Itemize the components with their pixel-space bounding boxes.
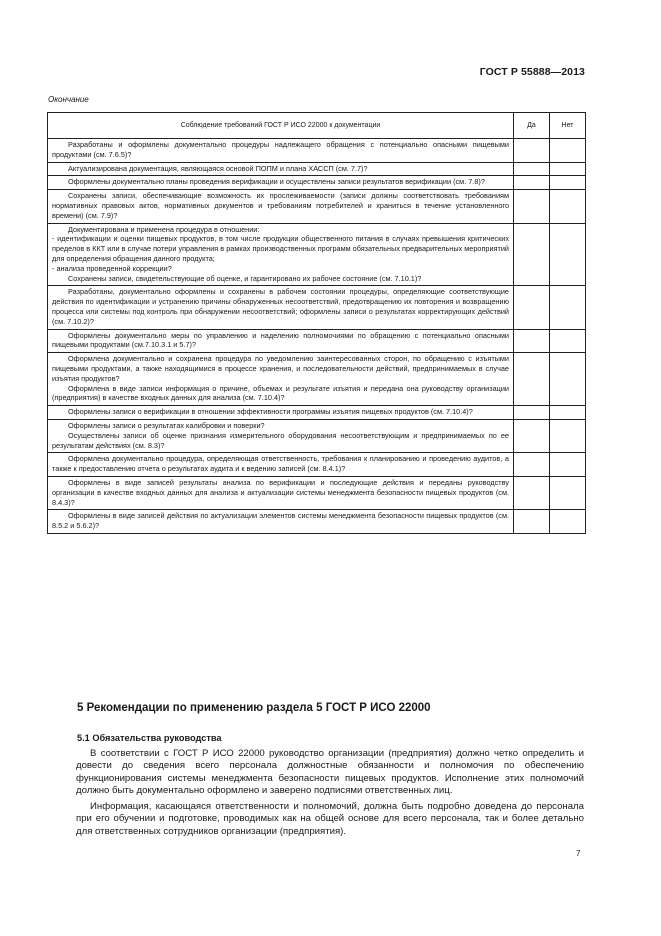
- requirement-cell: [48, 419, 514, 452]
- document-standard-header: ГОСТ Р 55888—2013: [479, 66, 585, 78]
- no-cell[interactable]: [550, 176, 586, 190]
- requirement-text: Оформлены документально меры по управлению и наделению полномочиями по обращению с потенциально опасными пищевыми продуктами (см.7.10.3.1 и 5.7)?: [52, 330, 509, 350]
- yes-cell[interactable]: [514, 176, 550, 190]
- paragraph-1: В соответствии с ГОСТ Р ИСО 22000 руководство организации (предприятия) должно четко определить и довести до сведения всего персонала должностные обязанности и полномочия по обеспечению функционирования системы менеджмента безопасности пищевых продуктов. Исполнение этих полномочий должно быть документально оформлено и заверено подписями ответственных лиц.: [76, 748, 584, 797]
- no-cell[interactable]: [550, 476, 586, 509]
- header-no: Нет: [550, 113, 586, 139]
- requirement-text: - анализа проведенной коррекции?: [52, 263, 172, 273]
- table-row: [48, 329, 586, 353]
- no-cell[interactable]: [550, 453, 586, 477]
- yes-cell[interactable]: [514, 419, 550, 452]
- requirement-cell: [48, 286, 514, 329]
- yes-cell[interactable]: [514, 510, 550, 534]
- table-row: [48, 176, 586, 190]
- no-cell[interactable]: [550, 223, 586, 286]
- requirement-cell: [48, 353, 514, 406]
- yes-cell[interactable]: [514, 139, 550, 163]
- requirement-text: Разработаны и оформлены документально процедуры надлежащего обращения с потенциально опасными пищевыми продуктами (см. 7.6.5)?: [52, 140, 509, 159]
- requirement-text: Разработаны, документально оформлены и сохранены в рабочем состоянии процедуры, определяющие соответствующие действия по идентификации и устранению причины обнаруженных несоответствий, предотвращению их повторения и возвращению процесса или системы под контроль при обнаружении несоответствий; оформлены записи о результатах корректирующих действий (см. 7.10.2)?: [52, 287, 509, 326]
- table-row: [48, 406, 586, 420]
- section-5-title: 5 Рекомендации по применению раздела 5 ГОСТ Р ИСО 22000: [77, 702, 431, 714]
- requirement-cell: [48, 510, 514, 534]
- subsection-5-1-title: 5.1 Обязательства руководства: [77, 733, 222, 743]
- requirement-cell: [48, 406, 514, 420]
- requirement-text: Актуализирована документация, являющаяся основой ПОПМ и плана ХАССП (см. 7.7)?: [68, 163, 368, 173]
- table-continuation-label: Окончание: [48, 95, 89, 104]
- no-cell[interactable]: [550, 286, 586, 329]
- requirement-cell: [48, 453, 514, 477]
- yes-cell[interactable]: [514, 329, 550, 353]
- requirement-cell: [48, 139, 514, 163]
- no-cell[interactable]: [550, 419, 586, 452]
- requirement-cell: [48, 223, 514, 286]
- yes-cell[interactable]: [514, 223, 550, 286]
- requirement-cell: [48, 176, 514, 190]
- requirement-text: Сохранены записи, свидетельствующие об оценке, и гарантировано их рабочее состояние (см. 7.10.1)?: [68, 273, 422, 283]
- table-header-row: [48, 113, 586, 139]
- no-cell[interactable]: [550, 406, 586, 420]
- no-cell[interactable]: [550, 510, 586, 534]
- table-row: [48, 162, 586, 176]
- requirement-text: - идентификации и оценки пищевых продуктов, в том числе продукции общественного питания в случаях превышения критических пределов в ККТ или в случае потери управления в рамках производственных программ обязательных предварительных мероприятий для определения обращения данного продукта;: [52, 234, 509, 263]
- page-number: 7: [576, 849, 581, 858]
- table-row: [48, 286, 586, 329]
- no-cell[interactable]: [550, 353, 586, 406]
- table-row: [48, 139, 586, 163]
- table-row: [48, 353, 586, 406]
- requirement-text: Оформлены в виде записей действия по актуализации элементов системы менеджмента безопасности пищевых продуктов (см. 8.5.2 и 5.6.2)?: [52, 511, 509, 531]
- requirement-text: Оформлены документально планы проведения верификации и осуществлены записи результатов верификации (см. 7.8)?: [68, 177, 485, 187]
- table-row: [48, 476, 586, 509]
- requirement-text: Оформлены записи о верификации в отношении эффективности программы изъятия пищевых продуктов (см. 7.10.4)?: [68, 407, 473, 417]
- yes-cell[interactable]: [514, 406, 550, 420]
- requirement-text: Оформлена документально процедура, определяющая ответственность, требования к планированию и проведению аудитов, а также к предоставлению отчета о результатах аудита и к ведению записей (см. 8.4.1)?: [52, 454, 509, 474]
- requirement-text: Оформлены в виде записей результаты анализа по верификации и последующие действия и переданы руководству организации в качестве входных данных для анализа и актуализации системы менеджмента безопасности пищевых продуктов (см. 8.4.3)?: [52, 477, 509, 507]
- no-cell[interactable]: [550, 139, 586, 163]
- table-row: [48, 510, 586, 534]
- yes-cell[interactable]: [514, 353, 550, 406]
- yes-cell[interactable]: [514, 286, 550, 329]
- requirement-text: Осуществлены записи об оценке признания измерительного оборудования несоответствующим и предпринимаемых по ее результатам действиях (см. 8.3)?: [52, 430, 509, 450]
- yes-cell[interactable]: [514, 190, 550, 223]
- requirement-cell: [48, 190, 514, 223]
- table-row: [48, 223, 586, 286]
- yes-cell[interactable]: [514, 162, 550, 176]
- paragraph-2: Информация, касающаяся ответственности и полномочий, должна быть подробно доведена до персонала при его обучении и подготовке, проводимых как на общей основе для всего персонала, так и более детально для ответственных сотрудников организации (предприятия).: [76, 801, 584, 837]
- table-row: [48, 419, 586, 452]
- requirement-cell: [48, 476, 514, 509]
- no-cell[interactable]: [550, 190, 586, 223]
- requirement-text: Документирована и применена процедура в отношении:: [68, 224, 260, 234]
- requirement-cell: [48, 329, 514, 353]
- yes-cell[interactable]: [514, 453, 550, 477]
- requirement-cell: [48, 162, 514, 176]
- header-requirement: Соблюдение требований ГОСТ Р ИСО 22000 к документации: [48, 113, 514, 139]
- yes-cell[interactable]: [514, 476, 550, 509]
- table-row: [48, 190, 586, 223]
- requirement-text: Оформлена документально и сохранена процедура по уведомлению заинтересованных сторон, по обращению с изъятыми пищевыми продуктами, а также находящимися в процессе хранения, и последовательности действий, предпринимаемых в случае изъятия продуктов?: [52, 354, 509, 383]
- no-cell[interactable]: [550, 162, 586, 176]
- table-row: [48, 453, 586, 477]
- requirement-text: Оформлены записи о результатах калибровки и поверки?: [68, 420, 265, 430]
- requirement-text: Оформлена в виде записи информация о причине, объемах и результате изъятия и передана она руководству организации (предприятия) в качестве входных данных для анализа (см. 7.10.4)?: [52, 383, 509, 403]
- no-cell[interactable]: [550, 329, 586, 353]
- requirements-table: [47, 112, 586, 534]
- header-yes: Да: [514, 113, 550, 139]
- requirement-text: Сохранены записи, обеспечивающие возможность их прослеживаемости (записи должны соответствовать требованиям нормативных правовых актов, нормативных документов и требованиям потребителей и храниться в течение установленного времени) (см. 7.9)?: [52, 191, 509, 220]
